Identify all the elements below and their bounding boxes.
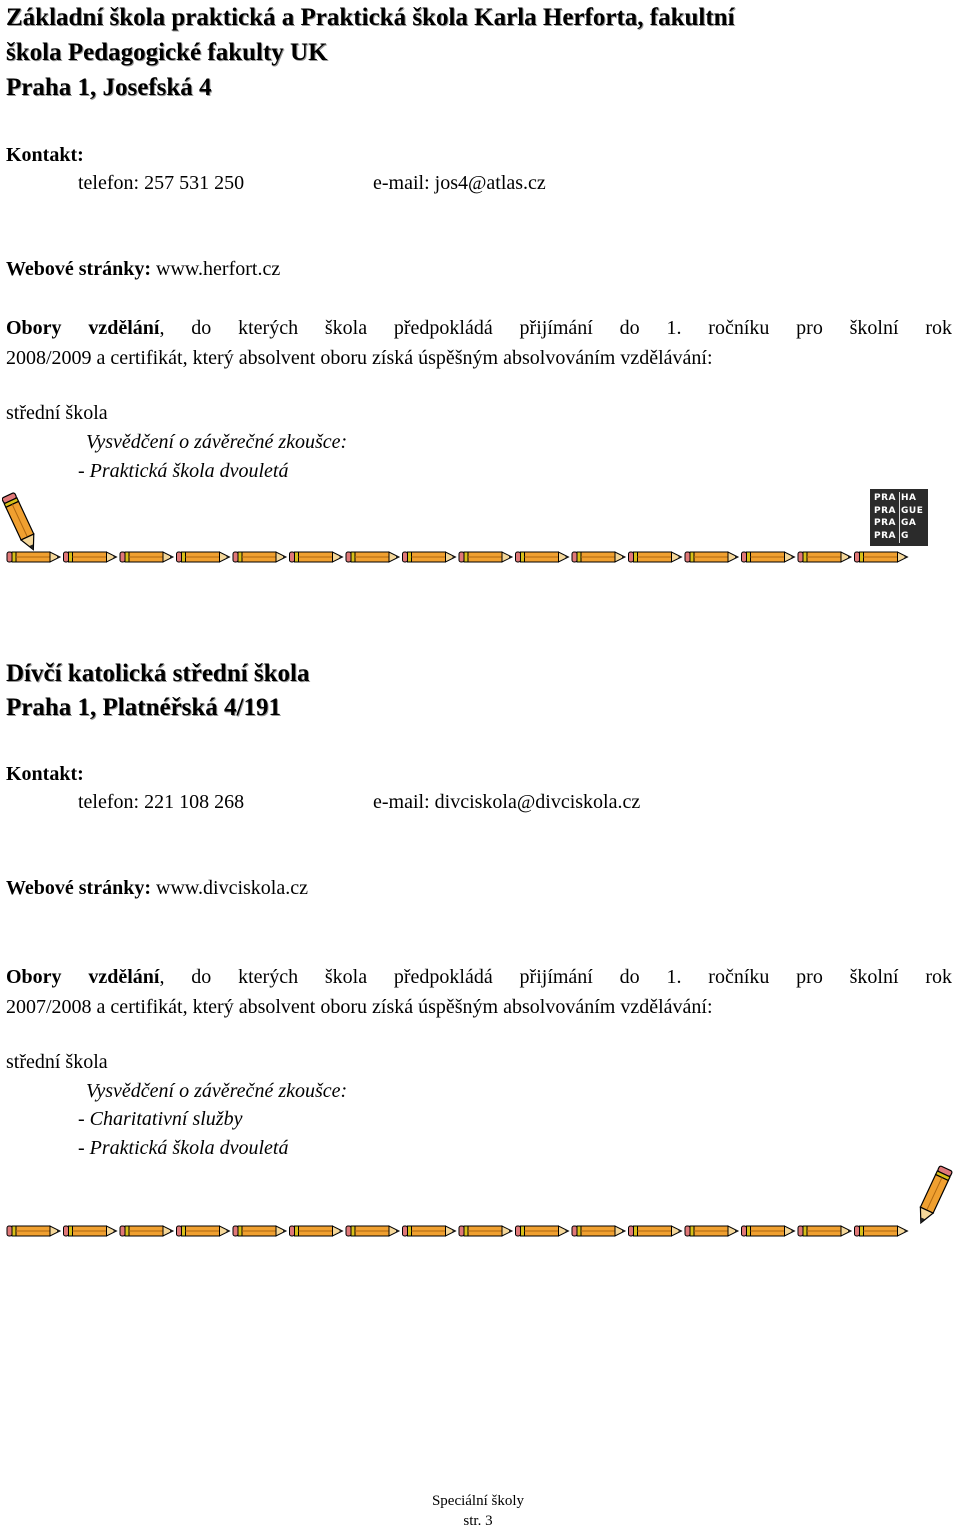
pencil-border-pencil (685, 1226, 738, 1236)
pencil-border-pencil (459, 552, 512, 562)
logo-line-4 (874, 530, 909, 543)
school1-program-1: - Praktická škola dvouletá (78, 460, 289, 482)
school2-email[interactable]: e-mail: divciskola@divciskola.cz (373, 791, 641, 813)
school1-title-line3: Praha 1, Josefská 4 (6, 74, 212, 101)
logo-line-3 (874, 517, 917, 530)
school1-level: střední škola (6, 402, 108, 424)
prague-logo (870, 489, 928, 546)
school2-certificate: Vysvědčení o závěrečné zkoušce: (86, 1080, 348, 1102)
pencil-border-pencil (7, 552, 60, 562)
pencil-border-pencil (233, 1226, 286, 1236)
pencil-border-pencil (290, 1226, 343, 1236)
school2-phone: telefon: 221 108 268 (78, 791, 245, 813)
pencil-border-pencil (403, 552, 456, 562)
pencil-icon (914, 1164, 954, 1230)
school2-program-2: - Praktická škola dvouletá (78, 1137, 289, 1159)
pencil-icon (2, 490, 42, 556)
school2-fields-line2: 2007/2008 a certifikát, který absolvent oboru získá úspěšným absolvováním vzdělávání: (6, 996, 713, 1018)
school1-fields-line1-rest: , do kterých škola předpokládá přijímání do 1. ročníku pro školní rok (159, 317, 953, 339)
pencil-border-pencil (855, 1226, 908, 1236)
pencil-border-pencil (516, 552, 569, 562)
pencil-border-pencil (629, 552, 682, 562)
pencil-border-pencil (403, 1226, 456, 1236)
pencil-border-pencil (629, 1226, 682, 1236)
logo-left-2: PRA (874, 505, 896, 516)
school2-fields-line1-rest: , do kterých škola předpokládá přijímání do 1. ročníku pro školní rok (159, 966, 953, 988)
pencil-border-pencil (798, 1226, 851, 1236)
pencil-border-pencil (177, 552, 230, 562)
logo-right-1: HA (901, 493, 917, 503)
school2-web-url[interactable]: www.divciskola.cz (156, 877, 308, 899)
logo-left-3: PRA (874, 518, 896, 528)
school2-contact-label: Kontakt: (6, 763, 84, 785)
school1-web (6, 258, 280, 281)
pencil-border-pencil (855, 552, 908, 562)
school1-fields-line2: 2008/2009 a certifikát, který absolvent oboru získá úspěšným absolvováním vzdělávání: (6, 347, 713, 369)
logo-left-1: PRA (874, 493, 896, 503)
school1-phone: telefon: 257 531 250 (78, 172, 245, 194)
pencil-border-pencil (290, 552, 343, 562)
school2-title-line1: Dívčí katolická střední škola (6, 660, 310, 687)
school2-program-1: - Charitativní služby (78, 1108, 243, 1130)
logo-line-2 (874, 505, 924, 518)
logo-right-4: G (901, 530, 909, 541)
school2-title-line2: Praha 1, Platnéřská 4/191 (6, 694, 281, 721)
pencil-border-divider (6, 549, 952, 565)
logo-left-4: PRA (874, 530, 896, 541)
school1-web-url[interactable]: www.herfort.cz (156, 258, 281, 280)
logo-right-2: GUE (901, 505, 924, 516)
pencil-border-pencil (7, 1226, 60, 1236)
pencil-border-pencil (685, 552, 738, 562)
school2-level: střední škola (6, 1051, 108, 1073)
school2-fields-bold: Obory vzdělání (6, 966, 160, 988)
footer-page-number: str. 3 (463, 1513, 493, 1529)
pencil-border-pencil (120, 552, 173, 562)
school2-web (6, 877, 308, 900)
footer-section: Speciální školy (431, 1493, 525, 1509)
pencil-border-pencil (346, 1226, 399, 1236)
school1-web-label: Webové stránky: (6, 258, 151, 280)
school1-certificate: Vysvědčení o závěrečné zkoušce: (86, 431, 348, 453)
pencil-border-pencil (177, 1226, 230, 1236)
pencil-border-pencil (120, 1226, 173, 1236)
school2-fields-line1 (6, 962, 952, 992)
pencil-border-pencil (742, 1226, 795, 1236)
logo-right-3: GA (901, 518, 917, 528)
pencil-border-pencil (346, 552, 399, 562)
school1-fields-bold: Obory vzdělání (6, 317, 160, 339)
school1-title-line2: škola Pedagogické fakulty UK (6, 39, 328, 66)
school1-title-line1: Základní škola praktická a Praktická škola Karla Herforta, fakultní (6, 4, 735, 31)
pencil-border-pencil (64, 1226, 117, 1236)
pencil-border-pencil (798, 552, 851, 562)
logo-line-1 (874, 492, 917, 505)
pencil-border-pencil (233, 552, 286, 562)
pencil-border-divider (6, 1223, 952, 1239)
school1-contact-label: Kontakt: (6, 144, 84, 166)
school2-fields-paragraph (6, 962, 952, 1022)
pencil-border-pencil (64, 552, 117, 562)
pencil-border-pencil (572, 1226, 625, 1236)
school1-fields-paragraph (6, 313, 952, 373)
pencil-border-pencil (742, 552, 795, 562)
school1-fields-line1 (6, 313, 952, 343)
pencil-border-pencil (459, 1226, 512, 1236)
school2-web-label: Webové stránky: (6, 877, 151, 899)
school1-email[interactable]: e-mail: jos4@atlas.cz (373, 172, 546, 194)
pencil-border-pencil (516, 1226, 569, 1236)
pencil-border-pencil (572, 552, 625, 562)
